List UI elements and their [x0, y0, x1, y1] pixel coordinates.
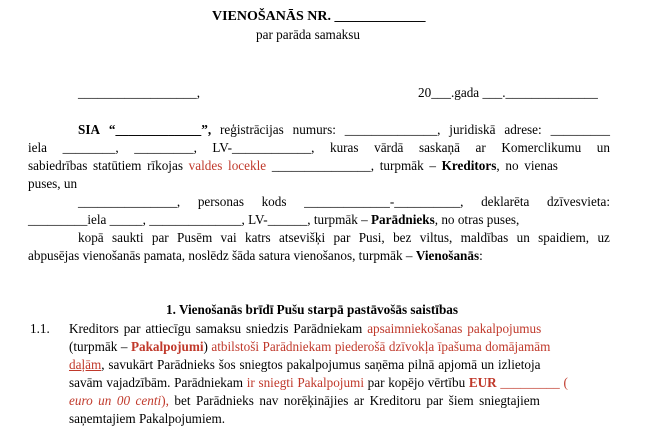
word: par [333, 230, 351, 245]
defined-term-services: Pakalpojumi [130, 339, 204, 354]
clause-line-3 [69, 356, 541, 373]
currency-label: EUR [468, 375, 497, 390]
parties-line-8 [28, 247, 483, 264]
text-run: , savukārt Parādnieks šos sniegtos pakalpojumus saņēma pilnā apjomā un izlietoja [101, 357, 541, 372]
parties-line-3 [28, 157, 558, 174]
parties-line-1 [78, 121, 610, 138]
word: “_____________”, [108, 122, 212, 137]
word: _________, [134, 140, 197, 155]
text-run: (turpmāk – [69, 339, 131, 354]
word: dzīvesvieta: [547, 194, 610, 209]
word: vārdā [374, 140, 404, 155]
parties-line-7 [78, 229, 610, 246]
clause-line-4 [69, 374, 568, 391]
word: Pusi, [358, 230, 385, 245]
word: ______________, [344, 122, 441, 137]
text-run: Kreditors par attiecīgu samaksu sniedzis Parādniekam [69, 321, 368, 336]
text-run: ( [559, 375, 568, 390]
word: viltus, [419, 230, 453, 245]
word: _____________-__________, [304, 194, 464, 209]
word: un [516, 230, 530, 245]
word: personas [197, 194, 244, 209]
word: reģistrācijas [220, 122, 284, 137]
highlighted-term: apsaimniekošanas pakalpojumus [367, 321, 542, 336]
parties-line-4: puses, un [28, 176, 78, 191]
clause-line-5 [69, 392, 540, 409]
date-field: 20___.gada ___.______________ [418, 85, 598, 100]
word: vai [220, 230, 237, 245]
text-run: , no vienas [496, 158, 558, 173]
clause-line-2 [69, 338, 550, 355]
text-run: , no otras puses, [434, 212, 520, 227]
parties-line-2 [28, 139, 610, 156]
defined-term-creditor: Kreditors [441, 158, 497, 173]
word: ________, [62, 140, 119, 155]
text-run: ), [161, 393, 169, 408]
word: un [596, 140, 610, 155]
highlighted-term: atbilstoši Parādniekam piederošā dzīvokļa īpašuma domājamām [211, 339, 551, 354]
clause-line-6: saņemtajiem Pakalpojumiem. [69, 411, 226, 426]
word: _______________, [78, 194, 181, 209]
word: bez [393, 230, 412, 245]
word: saskaņā [418, 140, 460, 155]
text-run: par kopējo vērtību [363, 375, 469, 390]
word: kuras [329, 140, 359, 155]
word: SIA [78, 122, 100, 137]
place-field: __________________, [78, 85, 200, 100]
word: LV-____________, [212, 140, 315, 155]
defined-term-agreement: Vienošanās [415, 248, 480, 263]
highlighted-term: ir sniegti Pakalpojumi [246, 375, 364, 390]
word: par [151, 230, 169, 245]
clause-line-1 [69, 320, 541, 337]
text-run: sabiedrības statūtiem rīkojas [28, 158, 189, 173]
amount-blank: _________ [496, 375, 560, 390]
word: numurs: [292, 122, 336, 137]
text-run: _________iela _____, ______________, LV-______, turpmāk – [28, 212, 371, 227]
text-run: abpusējas vienošanās pamata, noslēdz šāda satura vienošanos, turpmāk – [28, 248, 416, 263]
text-run: ) [203, 339, 212, 354]
word: deklarēta [481, 194, 530, 209]
section-1-heading: 1. Vienošanās brīdī Pušu starpā pastāvošās saistības [166, 302, 459, 317]
word: Komerclikumu [501, 140, 582, 155]
word: maldības [460, 230, 509, 245]
highlighted-term: daļām [69, 357, 102, 372]
word: ar [475, 140, 486, 155]
defined-term-debtor: Parādnieks [370, 212, 435, 227]
text-run: _______________, turpmāk – [266, 158, 442, 173]
word: iela [28, 140, 48, 155]
word: kopā [78, 230, 104, 245]
word: juridiskā [449, 122, 496, 137]
text-run: bet Parādnieks nav norēķinājies ar Kreditoru par šiem sniegtajiem [168, 393, 540, 408]
text-run: savām vajadzībām. Parādniekam [69, 375, 247, 390]
parties-line-6 [28, 211, 519, 228]
word: _________ [550, 122, 610, 137]
agreement-title: VIENOŠANĀS NR. _____________ [212, 9, 426, 24]
highlighted-term: valdes locekle [188, 158, 267, 173]
word: saukti [111, 230, 144, 245]
word: spaidiem, [538, 230, 590, 245]
word: atsevišķi [279, 230, 326, 245]
clause-number: 1.1. [30, 321, 50, 336]
word: katrs [245, 230, 271, 245]
word: adrese: [504, 122, 542, 137]
word: Pusēm [177, 230, 213, 245]
word: kods [261, 194, 287, 209]
agreement-subtitle: par parāda samaksu [256, 27, 360, 42]
word: uz [597, 230, 610, 245]
text-run: : [479, 248, 483, 263]
parties-line-5 [78, 193, 610, 210]
amount-in-words: euro un 00 centi [69, 393, 162, 408]
